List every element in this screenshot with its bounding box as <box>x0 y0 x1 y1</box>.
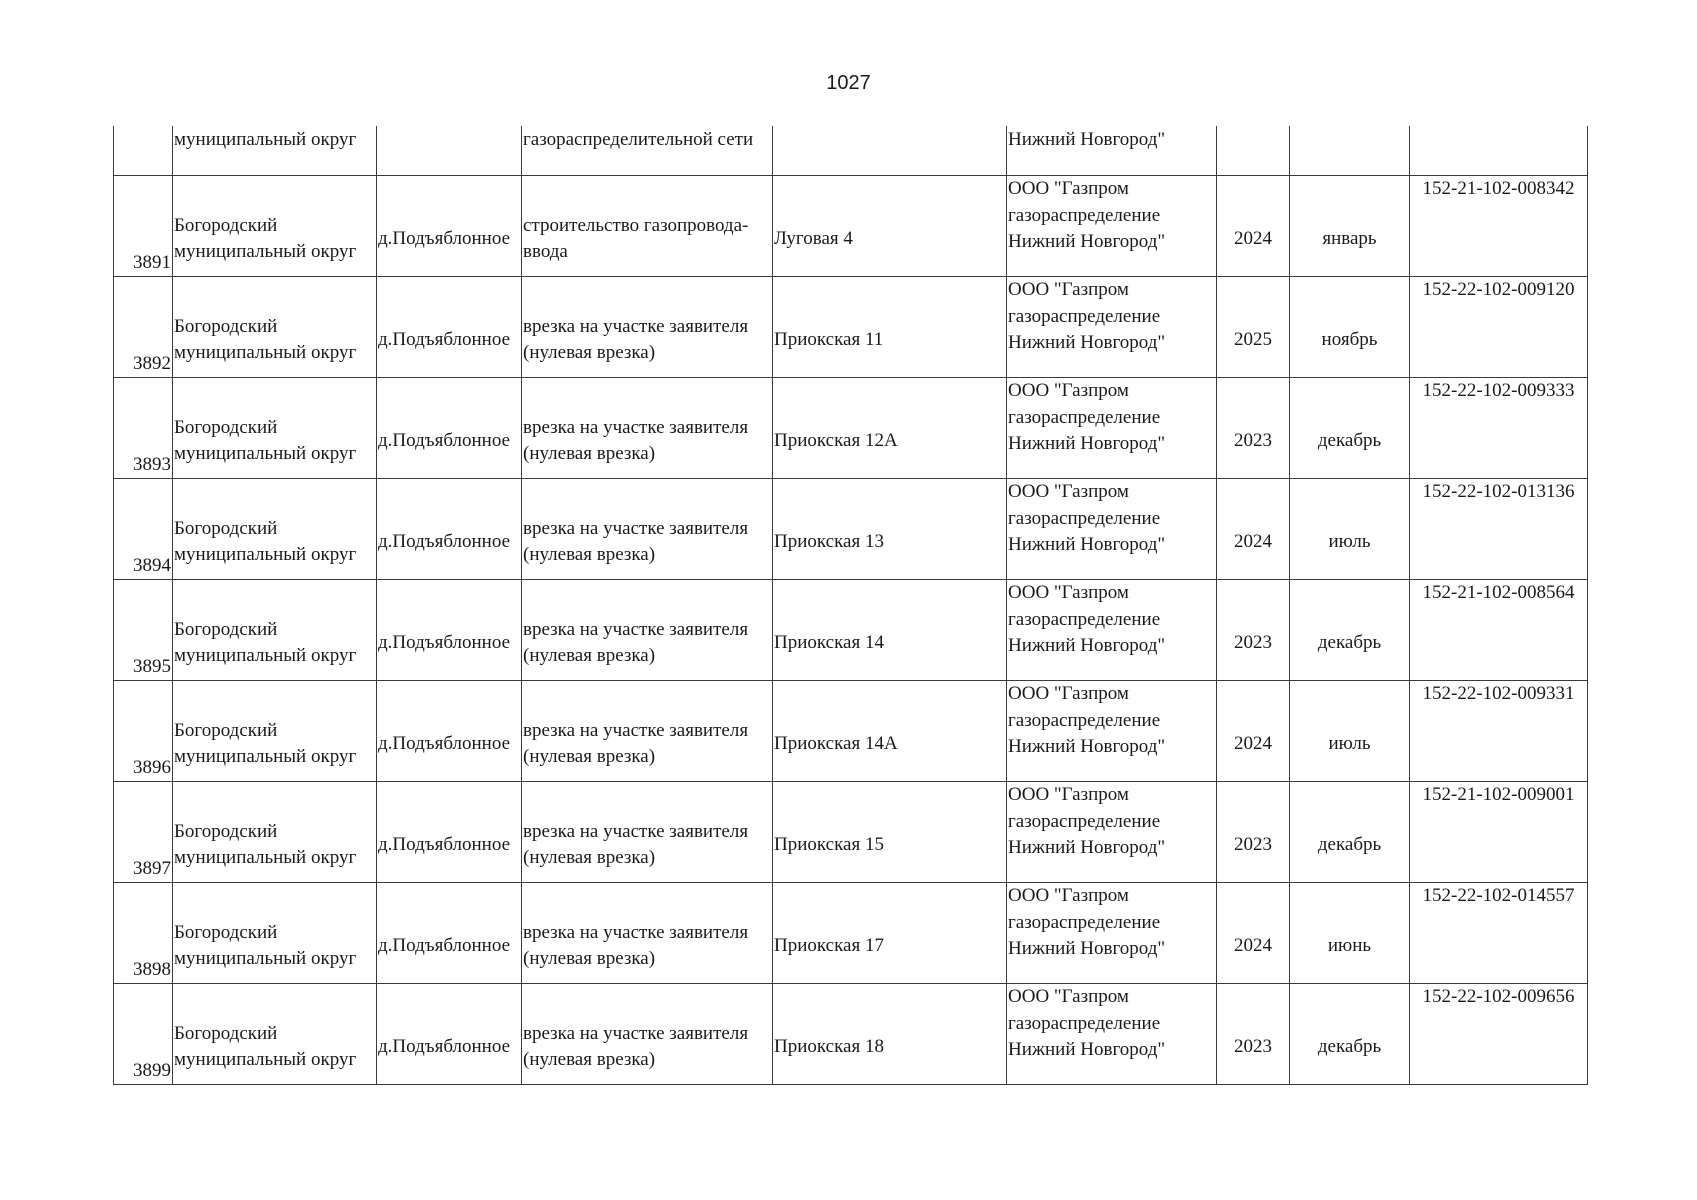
cell-locality <box>377 126 522 176</box>
cell-address <box>773 984 1007 1085</box>
cell-year <box>1217 176 1290 277</box>
cell-text: газораспределение <box>1008 1012 1161 1034</box>
cell-object-id: 152-22-102-009333 <box>1410 378 1588 479</box>
cell-text: д.Подъяблонное <box>378 732 510 754</box>
cell-text: Приокская 14А <box>774 732 898 754</box>
cell-work <box>522 984 773 1085</box>
cell-month <box>1290 378 1410 479</box>
cell-work <box>522 277 773 378</box>
cell-object-id: 152-22-102-009120 <box>1410 277 1588 378</box>
cell-text: ООО "Газпром <box>1008 784 1129 805</box>
table-row <box>114 176 1588 277</box>
cell-text: муниципальный округ <box>174 443 357 464</box>
cell-text: 2023 <box>1234 1035 1272 1057</box>
cell-text: Богородский <box>174 719 278 741</box>
cell-text: 2023 <box>1234 429 1272 451</box>
cell-text: Богородский <box>174 416 278 438</box>
cell-org <box>1007 378 1217 479</box>
continuation-row <box>114 126 1588 176</box>
cell-text: ООО "Газпром <box>1008 279 1129 300</box>
cell-text: муниципальный округ <box>174 342 357 363</box>
cell-work <box>522 479 773 580</box>
cell-text: 2024 <box>1234 227 1272 249</box>
row-number: 3896 <box>114 681 173 782</box>
row-number: 3892 <box>114 277 173 378</box>
cell-month <box>1290 883 1410 984</box>
cell-text: врезка на участке заявителя <box>523 921 749 943</box>
cell-text: Нижний Новгород" <box>1008 837 1166 858</box>
cell-text: врезка на участке заявителя <box>523 618 749 640</box>
cell-text: ООО "Газпром <box>1008 380 1129 401</box>
cell-month <box>1290 984 1410 1085</box>
cell-month <box>1290 681 1410 782</box>
cell-text: газораспределение <box>1008 608 1161 630</box>
row-number: 3891 <box>114 176 173 277</box>
cell-org <box>1007 782 1217 883</box>
cell-text: Луговая 4 <box>774 227 853 249</box>
cell-text: д.Подъяблонное <box>378 934 510 956</box>
cell-text: ноябрь <box>1321 328 1378 350</box>
cell-month <box>1290 479 1410 580</box>
cell-district <box>173 176 377 277</box>
cell-year <box>1217 277 1290 378</box>
cell-text: (нулевая врезка) <box>523 544 656 565</box>
cell-text: ООО "Газпром <box>1008 481 1129 502</box>
table-row <box>114 984 1588 1085</box>
cell-address <box>773 277 1007 378</box>
cell-text: строительство газопровода- <box>523 214 749 236</box>
cell-text: Богородский <box>174 921 278 943</box>
cell-text: Приокская 12А <box>774 429 898 451</box>
cell-work: газораспределительной сети <box>522 126 773 176</box>
cell-year <box>1217 378 1290 479</box>
table-row <box>114 479 1588 580</box>
cell-text: 2025 <box>1234 328 1272 350</box>
cell-address <box>773 176 1007 277</box>
cell-district <box>173 580 377 681</box>
cell-text: декабрь <box>1317 429 1382 451</box>
cell-text: Приокская 18 <box>774 1035 884 1057</box>
cell-org <box>1007 681 1217 782</box>
cell-text: ООО "Газпром <box>1008 178 1129 199</box>
cell-text: врезка на участке заявителя <box>523 719 749 741</box>
cell-object-id <box>1410 126 1588 176</box>
cell-text: декабрь <box>1317 1035 1382 1057</box>
cell-district <box>173 883 377 984</box>
cell-text: Нижний Новгород" <box>1008 534 1166 555</box>
gas-connection-registry-table <box>113 126 1588 1085</box>
cell-text: муниципальный округ <box>174 241 357 262</box>
cell-text: газораспределение <box>1008 406 1161 428</box>
cell-org <box>1007 277 1217 378</box>
table-row <box>114 580 1588 681</box>
cell-text: Богородский <box>174 618 278 640</box>
cell-text: 2024 <box>1234 530 1272 552</box>
cell-text: (нулевая врезка) <box>523 342 656 363</box>
cell-text: муниципальный округ <box>174 645 357 666</box>
cell-object-id: 152-21-102-008564 <box>1410 580 1588 681</box>
row-number: 3894 <box>114 479 173 580</box>
cell-text: врезка на участке заявителя <box>523 820 749 842</box>
cell-text: Приокская 14 <box>774 631 884 653</box>
cell-text: муниципальный округ <box>174 1049 357 1070</box>
row-number: 3899 <box>114 984 173 1085</box>
cell-object-id: 152-21-102-008342 <box>1410 176 1588 277</box>
cell-text: ООО "Газпром <box>1008 885 1129 906</box>
cell-org <box>1007 176 1217 277</box>
cell-district <box>173 984 377 1085</box>
cell-text: врезка на участке заявителя <box>523 1022 749 1044</box>
cell-year <box>1217 883 1290 984</box>
cell-work <box>522 681 773 782</box>
cell-text: д.Подъяблонное <box>378 530 510 552</box>
cell-locality <box>377 176 522 277</box>
cell-text: декабрь <box>1317 833 1382 855</box>
cell-text: врезка на участке заявителя <box>523 517 749 539</box>
row-number: 3893 <box>114 378 173 479</box>
cell-text: ООО "Газпром <box>1008 582 1129 603</box>
table-row <box>114 378 1588 479</box>
cell-text: Приокская 15 <box>774 833 884 855</box>
cell-year <box>1217 984 1290 1085</box>
cell-district <box>173 681 377 782</box>
cell-month <box>1290 580 1410 681</box>
cell-address <box>773 126 1007 176</box>
cell-object-id: 152-22-102-009331 <box>1410 681 1588 782</box>
cell-text: Богородский <box>174 1022 278 1044</box>
cell-text: Приокская 11 <box>774 328 884 350</box>
cell-text: (нулевая врезка) <box>523 443 656 464</box>
cell-object-id: 152-22-102-013136 <box>1410 479 1588 580</box>
cell-text: ввода <box>523 241 568 262</box>
cell-object-id: 152-22-102-009656 <box>1410 984 1588 1085</box>
cell-text: врезка на участке заявителя <box>523 315 749 337</box>
cell-text: ООО "Газпром <box>1008 683 1129 704</box>
cell-org <box>1007 580 1217 681</box>
cell-text: январь <box>1322 227 1377 249</box>
cell-address <box>773 883 1007 984</box>
cell-address <box>773 378 1007 479</box>
cell-locality <box>377 782 522 883</box>
registry-rows <box>114 176 1588 1085</box>
cell-address <box>773 681 1007 782</box>
cell-locality <box>377 378 522 479</box>
cell-year <box>1217 782 1290 883</box>
cell-text: д.Подъяблонное <box>378 328 510 350</box>
cell-locality <box>377 277 522 378</box>
cell-text: газораспределение <box>1008 911 1161 933</box>
cell-text: Приокская 13 <box>774 530 884 552</box>
cell-district <box>173 479 377 580</box>
row-number: 3895 <box>114 580 173 681</box>
cell-object-id: 152-22-102-014557 <box>1410 883 1588 984</box>
cell-locality <box>377 479 522 580</box>
row-number: 3897 <box>114 782 173 883</box>
row-number: 3898 <box>114 883 173 984</box>
cell-month <box>1290 126 1410 176</box>
cell-text: д.Подъяблонное <box>378 631 510 653</box>
cell-month <box>1290 782 1410 883</box>
cell-org: Нижний Новгород" <box>1007 126 1217 176</box>
cell-text: муниципальный округ <box>174 847 357 868</box>
table-row <box>114 277 1588 378</box>
cell-text: июнь <box>1327 934 1372 956</box>
cell-text: (нулевая врезка) <box>523 948 656 969</box>
cell-district <box>173 277 377 378</box>
cell-text: Богородский <box>174 820 278 842</box>
cell-text: Богородский <box>174 315 278 337</box>
cell-month <box>1290 277 1410 378</box>
cell-text: Нижний Новгород" <box>1008 332 1166 353</box>
cell-district <box>173 378 377 479</box>
cell-text: Богородский <box>174 517 278 539</box>
cell-text: газораспределение <box>1008 305 1161 327</box>
cell-text: 2023 <box>1234 833 1272 855</box>
cell-text: 2023 <box>1234 631 1272 653</box>
cell-text: д.Подъяблонное <box>378 429 510 451</box>
cell-text: Богородский <box>174 214 278 236</box>
cell-org <box>1007 479 1217 580</box>
cell-text: июль <box>1328 530 1371 552</box>
cell-num <box>114 126 173 176</box>
cell-year <box>1217 479 1290 580</box>
cell-org <box>1007 883 1217 984</box>
cell-district <box>173 782 377 883</box>
cell-text: Нижний Новгород" <box>1008 736 1166 757</box>
cell-address <box>773 580 1007 681</box>
cell-address <box>773 479 1007 580</box>
cell-text: (нулевая врезка) <box>523 645 656 666</box>
cell-text: (нулевая врезка) <box>523 1049 656 1070</box>
cell-text: д.Подъяблонное <box>378 1035 510 1057</box>
cell-text: газораспределение <box>1008 810 1161 832</box>
cell-text: 2024 <box>1234 732 1272 754</box>
cell-locality <box>377 883 522 984</box>
cell-text: июль <box>1328 732 1371 754</box>
cell-text: врезка на участке заявителя <box>523 416 749 438</box>
cell-text: Нижний Новгород" <box>1008 433 1166 454</box>
cell-locality <box>377 681 522 782</box>
cell-text: газораспределение <box>1008 709 1161 731</box>
cell-text: ООО "Газпром <box>1008 986 1129 1007</box>
cell-address <box>773 782 1007 883</box>
cell-text: муниципальный округ <box>174 948 357 969</box>
cell-year <box>1217 681 1290 782</box>
cell-text: Приокская 17 <box>774 934 884 956</box>
cell-text: муниципальный округ <box>174 544 357 565</box>
cell-year <box>1217 580 1290 681</box>
cell-locality <box>377 580 522 681</box>
cell-text: Нижний Новгород" <box>1008 635 1166 656</box>
cell-work <box>522 782 773 883</box>
cell-text: муниципальный округ <box>174 746 357 767</box>
page-number: 1027 <box>826 72 871 94</box>
cell-text: декабрь <box>1317 631 1382 653</box>
cell-work <box>522 378 773 479</box>
cell-text: 2024 <box>1234 934 1272 956</box>
cell-district: муниципальный округ <box>173 126 377 176</box>
cell-text: газораспределение <box>1008 507 1161 529</box>
cell-org <box>1007 984 1217 1085</box>
cell-text: газораспределение <box>1008 204 1161 226</box>
cell-text: (нулевая врезка) <box>523 746 656 767</box>
cell-text: Нижний Новгород" <box>1008 1039 1166 1060</box>
table-row <box>114 681 1588 782</box>
cell-work <box>522 580 773 681</box>
cell-locality <box>377 984 522 1085</box>
cell-text: Нижний Новгород" <box>1008 231 1166 252</box>
cell-text: Нижний Новгород" <box>1008 938 1166 959</box>
cell-text: д.Подъяблонное <box>378 227 510 249</box>
cell-month <box>1290 176 1410 277</box>
cell-object-id: 152-21-102-009001 <box>1410 782 1588 883</box>
cell-work <box>522 883 773 984</box>
table-row <box>114 782 1588 883</box>
table-row <box>114 883 1588 984</box>
cell-year <box>1217 126 1290 176</box>
cell-text: д.Подъяблонное <box>378 833 510 855</box>
cell-work <box>522 176 773 277</box>
cell-text: (нулевая врезка) <box>523 847 656 868</box>
